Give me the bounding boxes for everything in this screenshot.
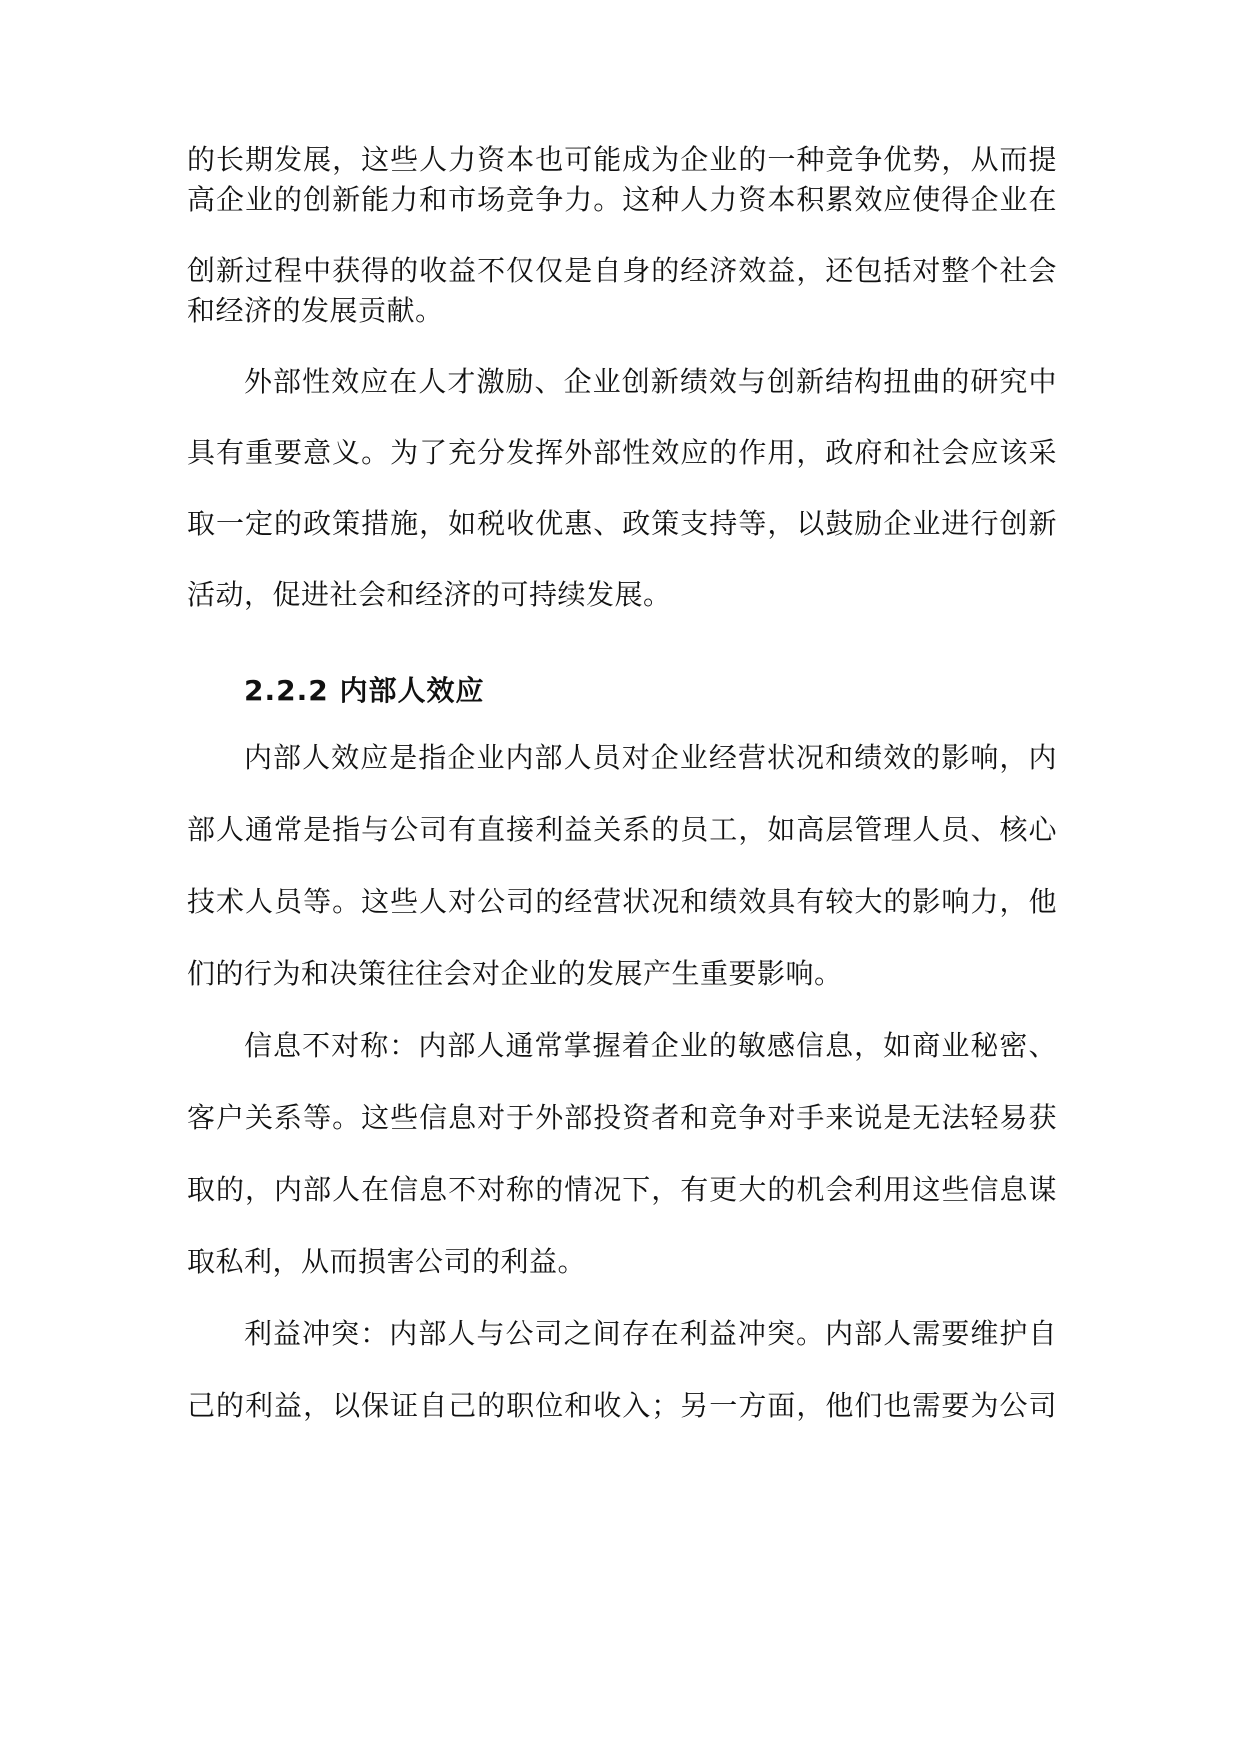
document-body — [187, 140, 1057, 1426]
text-line: 外部性效应在人才激励、企业创新绩效与创新结构扭曲的研究中 — [244, 365, 1057, 398]
text-line: 们的行为和决策往往会对企业的发展产生重要影响。 — [187, 957, 843, 990]
text-line: 高企业的创新能力和市场竞争力。这种人力资本积累效应使得企业在 — [187, 183, 1057, 216]
paragraph-human-capital — [187, 140, 1057, 331]
paragraph-conflict-of-interest — [187, 1314, 1057, 1426]
text-line: 信息不对称：内部人通常掌握着企业的敏感信息，如商业秘密、 — [244, 1029, 1057, 1062]
text-line: 和经济的发展贡献。 — [187, 294, 444, 327]
text-line: 取私利，从而损害公司的利益。 — [187, 1245, 587, 1278]
paragraph-information-asymmetry — [187, 1026, 1057, 1282]
text-line: 活动，促进社会和经济的可持续发展。 — [187, 578, 672, 611]
text-line: 的长期发展，这些人力资本也可能成为企业的一种竞争优势，从而提 — [187, 143, 1057, 176]
section-heading: 2.2.2 内部人效应 — [244, 674, 485, 707]
paragraph-insider-effect-definition — [187, 738, 1057, 994]
paragraph-externality-significance — [187, 362, 1057, 615]
text-line: 创新过程中获得的收益不仅仅是自身的经济效益，还包括对整个社会 — [187, 254, 1057, 287]
text-line: 己的利益，以保证自己的职位和收入；另一方面，他们也需要为公司 — [187, 1389, 1057, 1422]
text-line: 取的，内部人在信息不对称的情况下，有更大的机会利用这些信息谋 — [187, 1173, 1057, 1206]
text-line: 取一定的政策措施，如税收优惠、政策支持等，以鼓励企业进行创新 — [187, 507, 1057, 540]
text-line: 部人通常是指与公司有直接利益关系的员工，如高层管理人员、核心 — [187, 813, 1057, 846]
text-line: 客户关系等。这些信息对于外部投资者和竞争对手来说是无法轻易获 — [187, 1101, 1057, 1134]
text-line: 具有重要意义。为了充分发挥外部性效应的作用，政府和社会应该采 — [187, 436, 1057, 469]
text-line: 技术人员等。这些人对公司的经营状况和绩效具有较大的影响力，他 — [187, 885, 1057, 918]
text-line: 利益冲突：内部人与公司之间存在利益冲突。内部人需要维护自 — [244, 1317, 1057, 1350]
text-line: 内部人效应是指企业内部人员对企业经营状况和绩效的影响，内 — [244, 741, 1057, 774]
